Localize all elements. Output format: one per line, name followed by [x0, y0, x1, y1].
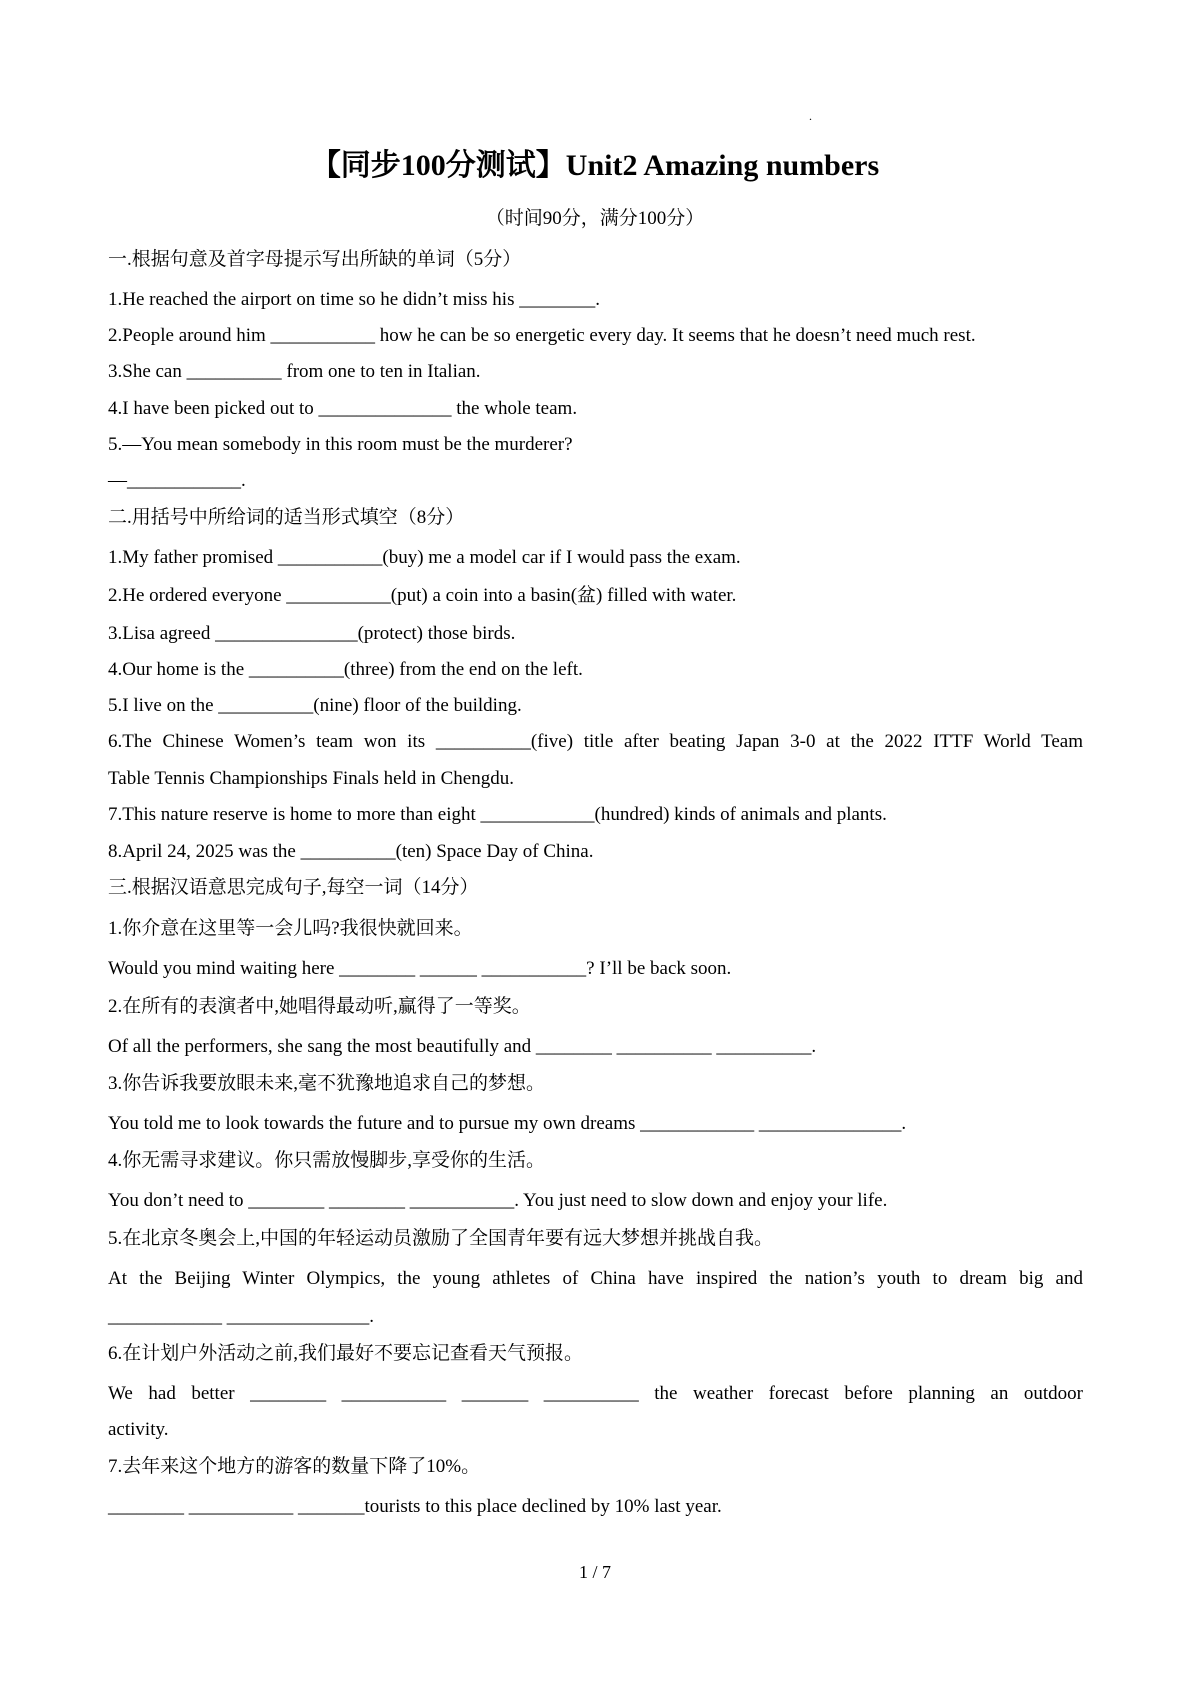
question-line: 8.April 24, 2025 was the __________(ten) Space Day of China. [108, 841, 594, 862]
question-line: You told me to look towards the future and to pursue my own dreams ____________ _______________. [108, 1113, 907, 1134]
question-line: 2.在所有的表演者中,她唱得最动听,赢得了一等奖。 [108, 996, 531, 1017]
question-line: ____________ _______________. [108, 1306, 374, 1327]
question-line: 7.去年来这个地方的游客的数量下降了10%。 [108, 1456, 481, 1477]
page-subtitle: （时间90分，满分100分） [485, 208, 705, 229]
question-line: At the Beijing Winter Olympics, the young athletes of China have inspired the nation’s youth to dream big and [108, 1268, 1083, 1289]
question-line: 3.你告诉我要放眼未来,毫不犹豫地追求自己的梦想。 [108, 1073, 546, 1094]
question-line: 5.—You mean somebody in this room must be the murderer? [108, 434, 573, 455]
question-line: 5.在北京冬奥会上,中国的年轻运动员激励了全国青年要有远大梦想并挑战自我。 [108, 1228, 774, 1249]
question-line: 4.你无需寻求建议。你只需放慢脚步,享受你的生活。 [108, 1150, 546, 1171]
header-dot: . [809, 109, 812, 123]
question-line: 5.I live on the __________(nine) floor of the building. [108, 695, 522, 716]
question-line: 1.你介意在这里等一会儿吗?我很快就回来。 [108, 918, 473, 939]
question-line: 2.He ordered everyone ___________(put) a coin into a basin(盆) filled with water. [108, 585, 737, 606]
section-1-heading: 一.根据句意及首字母提示写出所缺的单词（5分） [108, 249, 522, 270]
question-line: 7.This nature reserve is home to more than eight ____________(hundred) kinds of animals and plants. [108, 804, 887, 825]
question-line: 4.Our home is the __________(three) from the end on the left. [108, 659, 583, 680]
question-line: 6.在计划户外活动之前,我们最好不要忘记查看天气预报。 [108, 1343, 584, 1364]
question-line: 1.He reached the airport on time so he didn’t miss his ________. [108, 289, 600, 310]
page-number: 1 / 7 [578, 1562, 611, 1582]
question-line: 6.The Chinese Women’s team won its __________(five) title after beating Japan 3-0 at the 2022 ITTF World Team [108, 731, 1083, 752]
question-line: 2.People around him ___________ how he can be so energetic every day. It seems that he doesn’t need much rest. [108, 325, 976, 346]
page-title: 【同步100分测试】Unit2 Amazing numbers [310, 149, 880, 182]
question-line: 4.I have been picked out to ______________ the whole team. [108, 398, 578, 419]
question-line: Would you mind waiting here ________ ______ ___________? I’ll be back soon. [108, 958, 732, 979]
section-3-heading: 三.根据汉语意思完成句子,每空一词（14分） [108, 877, 479, 898]
question-line: 3.Lisa agreed _______________(protect) those birds. [108, 623, 516, 644]
question-line: You don’t need to ________ ________ ___________. You just need to slow down and enjoy your life. [108, 1190, 888, 1211]
question-line: Table Tennis Championships Finals held in Chengdu. [108, 768, 514, 789]
question-line: activity. [108, 1419, 169, 1440]
question-line: 3.She can __________ from one to ten in Italian. [108, 361, 481, 382]
question-line: Of all the performers, she sang the most beautifully and ________ __________ __________. [108, 1036, 817, 1057]
question-line: —____________. [108, 470, 246, 491]
section-2-heading: 二.用括号中所给词的适当形式填空（8分） [108, 507, 465, 528]
question-line: We had better ________ ___________ _______ __________ the weather forecast before planning an outdoor [108, 1383, 1083, 1404]
question-line: ________ ___________ _______tourists to this place declined by 10% last year. [108, 1496, 722, 1517]
question-line: 1.My father promised ___________(buy) me a model car if I would pass the exam. [108, 547, 741, 568]
